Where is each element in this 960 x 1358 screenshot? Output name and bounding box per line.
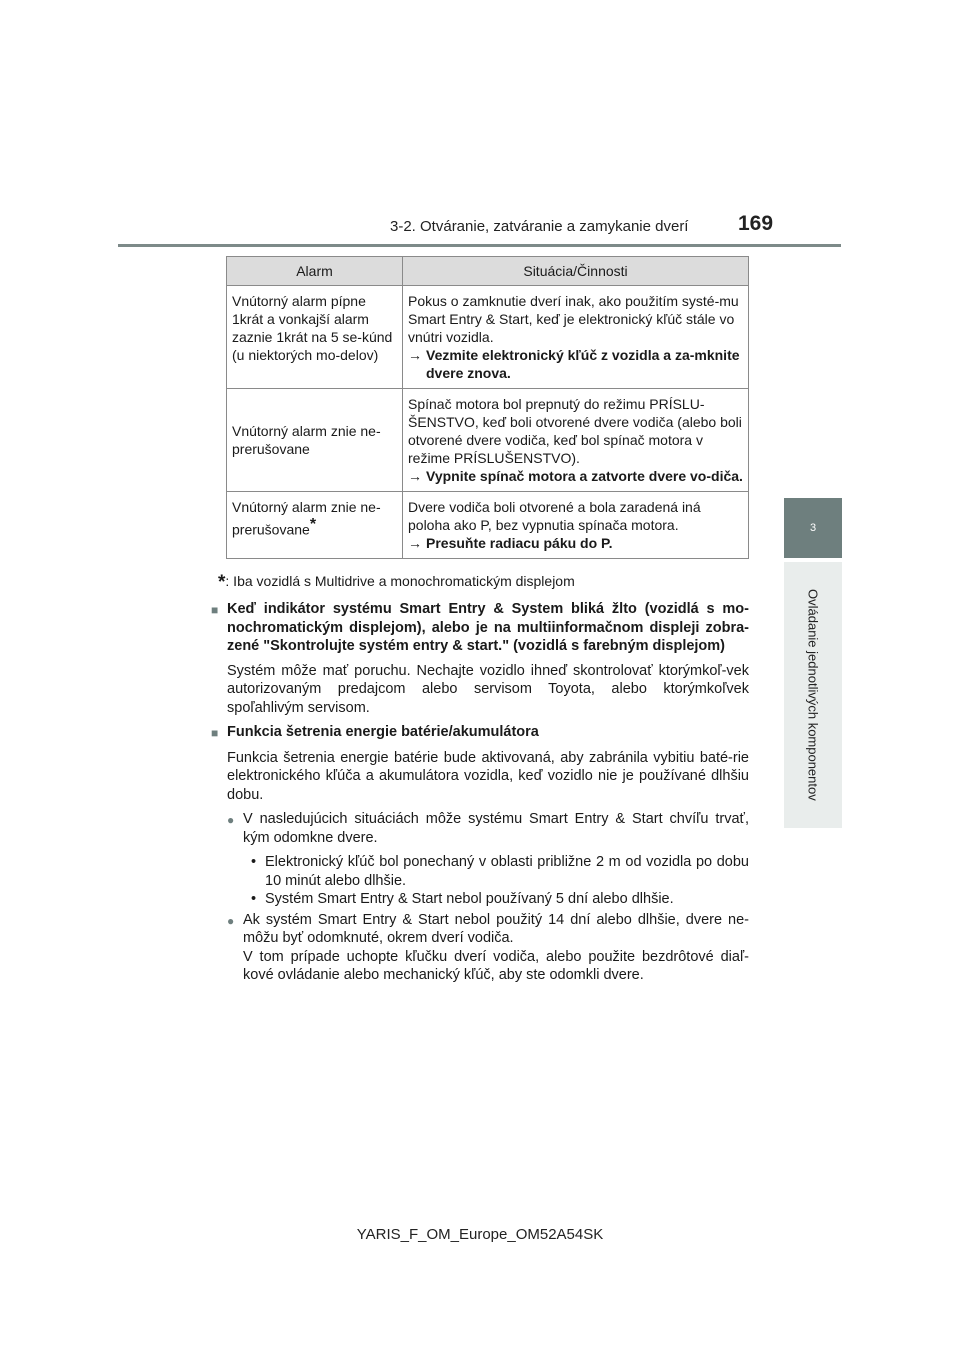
alarm-cell [227,492,403,559]
column-header-alarm: Alarm [227,257,403,286]
action-text: Presuňte radiacu páku do P. [426,535,613,551]
alarm-table [226,256,749,559]
document-id: YARIS_F_OM_Europe_OM52A54SK [356,1226,604,1243]
list-item-text: Ak systém Smart Entry & Start nebol použitý 14 dní alebo dlhšie, dvere ne-môžu byť odomknuté, okrem dverí vodiča. [243,911,749,946]
heading-text: Keď indikátor systému Smart Entry & System bliká žlto (vozidlá s mo-nochromatickým displejom), alebo je na multiinformačnom displeji zobra-zené "Skontrolujte systém entry & start." (vozidlá s farebným displejom) [227,601,749,654]
table-row [227,389,749,492]
arrow-icon: → [408,468,422,484]
list-item [227,911,749,985]
sub-bullet-icon: • [251,891,257,907]
footnote-mark: * [309,516,317,533]
paragraph: Funkcia šetrenia energie batérie bude aktivovaná, aby zabránila vybitiu baté-rie elektronického kľúča a akumulátora vozidla, keď vozidlo nie je používané dlhšiu dobu. [227,749,749,803]
circle-bullet-icon: ● [227,913,235,928]
table-header-row [227,257,749,286]
page-number: 169 [738,212,774,235]
column-header-situation: Situácia/Činnosti [403,257,749,286]
action-line [408,346,743,382]
chapter-label-wrap [784,562,842,828]
list-item-text-continued: V tom prípade uchopte kľučku dverí vodiča, alebo použite bezdrôtové diaľ-kové ovládanie alebo mechanický kľúč, aby ste odomkli dvere. [243,948,749,983]
action-line [408,467,743,485]
sub-list-item [251,890,749,909]
sub-list-item [251,853,749,890]
situation-cell [403,389,749,492]
alarm-cell: Vnútorný alarm pípne 1krát a vonkajší alarm zaznie 1krát na 5 se-kúnd (u niektorých mo-delov) [227,286,403,389]
chapter-label: Ovládanie jednotlivých komponentov [805,589,821,801]
situation-text: Spínač motora bol prepnutý do režimu PRÍSLU-ŠENSTVO, keď boli otvorené dvere vodiča (alebo boli otvorené dvere vodiča, keď bol spínač motora v režime PRÍSLUŠENSTVO). [408,396,742,466]
situation-text: Pokus o zamknutie dverí inak, ako použitím systé-mu Smart Entry & Start, keď je elektronický kľúč stále vo vnútri vozidla. [408,293,739,345]
arrow-icon: → [408,347,422,363]
paragraph: Systém môže mať poruchu. Nechajte vozidlo ihneď skontrolovať ktorýmkoľ-vek autorizovaným predajcom alebo servisom Toyota, alebo ktorýmkoľvek spoľahlivým servisom. [227,662,749,716]
sub-item-text: Systém Smart Entry & Start nebol používaný 5 dní alebo dlhšie. [265,891,674,907]
square-bullet-icon: ■ [211,603,219,617]
section-heading [211,723,749,743]
list-item [227,810,749,847]
situation-text: Dvere vodiča boli otvorené a bola zaradená iná poloha ako P, bez vypnutia spínača motora. [408,499,701,533]
sub-bullet-icon: • [251,854,257,870]
list-item-text: V nasledujúcich situáciách môže systému Smart Entry & Start chvíľu trvať, kým odomkne dvere. [243,811,749,846]
heading-text: Funkcia šetrenia energie batérie/akumulátora [227,724,539,740]
table-footnote [218,572,575,594]
body-content [211,600,749,985]
circle-bullet-icon: ● [227,813,235,827]
sub-item-text: Elektronický kľúč bol ponechaný v oblasti približne 2 m od vozidla po dobu 10 minút alebo dlhšie. [265,854,749,889]
section-heading [211,600,749,656]
situation-cell [403,286,749,389]
section-title: 3-2. Otváranie, zatváranie a zamykanie dverí [390,218,689,235]
chapter-tab[interactable]: 3 [784,498,842,558]
table-row [227,286,749,389]
footnote-star: * [218,572,226,593]
list-item-body [243,911,749,985]
arrow-icon: → [408,535,422,551]
table-row [227,492,749,559]
action-text: Vypnite spínač motora a zatvorte dvere vo-diča. [426,468,743,484]
alarm-text: Vnútorný alarm znie ne-prerušovane [232,499,381,538]
situation-cell [403,492,749,559]
footnote-text: : Iba vozidlá s Multidrive a monochromatickým displejom [225,573,575,589]
action-text: Vezmite elektronický kľúč z vozidla a za-mknite dvere znova. [426,347,740,381]
square-bullet-icon: ■ [211,726,219,740]
header-rule [118,244,841,247]
action-line [408,534,743,552]
alarm-cell: Vnútorný alarm znie ne-prerušovane [227,389,403,492]
